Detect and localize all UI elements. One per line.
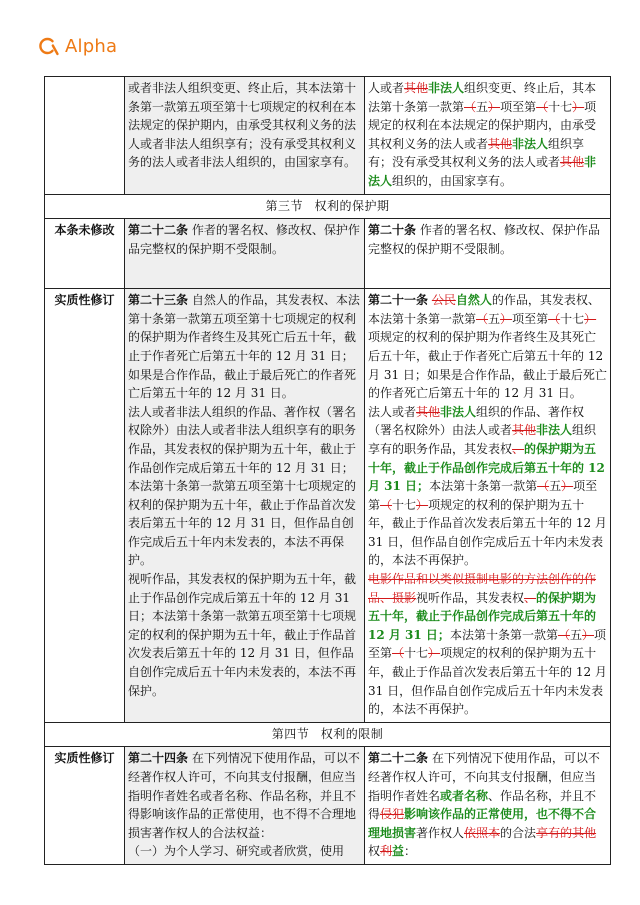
bold-text: 第二十三条 <box>128 293 189 308</box>
text-segment: 法人或者 <box>368 404 417 419</box>
inserted-text: 非法人 <box>440 404 477 419</box>
section-title: 权利的限制 <box>320 726 384 741</box>
text-segment: 在下列情况下使用作品，可以不经著作权人许可，不向其支付报酬，但应当指明作者姓名 <box>368 751 600 803</box>
deleted-text: （ <box>557 627 570 642</box>
paragraph <box>128 749 361 842</box>
paragraph <box>128 403 361 570</box>
text-segment: （一）为个人学习、研究或者欣赏，使用 <box>128 844 345 859</box>
text-segment: 五 <box>476 99 489 114</box>
text-segment: 项规定的权利的保护期为五十年，截止于作品首次发表后第五十年的 12 月 31 日，但作品自创作完成后五十年内未发表的，本法不再保护。 <box>368 497 607 568</box>
bold-text: 第二十四条 <box>128 751 189 766</box>
text-segment: 组织的作品、著作权（署名权除外）由法人或者 <box>368 404 585 438</box>
text-segment: 五 <box>549 479 562 494</box>
text-segment: 权 <box>368 844 381 859</box>
text-segment: 作者的署名权、修改权、保护作品完整权的保护期不受限制。 <box>128 223 360 256</box>
bold-text: 第二十一条 <box>368 293 429 308</box>
deleted-text: （ <box>537 479 550 494</box>
comparison-table <box>44 76 611 865</box>
text-segment: 本法第十条第一款第 <box>429 479 538 494</box>
deleted-text: 其他 <box>488 136 513 151</box>
alpha-logo-icon <box>38 35 60 57</box>
paragraph <box>368 749 607 861</box>
text-segment: 在下列情况下使用作品，可以不经著作权人许可，不向其支付报酬，但应当指明作者姓名或者名称、作品名称，并且不得影响该作品的正常使用，也不得不合理地损害著作权人的合法权益： <box>128 751 360 840</box>
text-segment: 项规定的权利在本法规定的保护期内，由承受其权利义务的法人或者 <box>368 99 597 151</box>
deleted-text: ） <box>488 99 501 114</box>
inserted-text: 非法人 <box>368 155 597 188</box>
status-label: 实质性修订 <box>45 747 125 865</box>
new-text-cell <box>365 219 611 289</box>
status-label: 本条未修改 <box>45 219 125 289</box>
page-header <box>0 0 640 60</box>
deleted-text: 其他 <box>560 155 585 170</box>
text-segment: 项至第 <box>512 311 549 326</box>
text-segment: 十七 <box>548 99 573 114</box>
deleted-text: ） <box>581 627 594 642</box>
section-row <box>45 194 611 219</box>
deleted-text: ） <box>500 311 513 326</box>
section-number: 第四节 <box>271 726 310 741</box>
text-segment: ： <box>404 844 417 859</box>
table-row <box>45 77 611 195</box>
text-segment: 自然人的作品，其发表权、本法第十条第一款第五项至第十七项规定的权利的保护期为作者终生及其死亡后五十年，截止于作者死亡后第五十年的 12 月 31 日；如果是合作作品，截止于最后死亡的作者死亡后第五十年的 12 月 31 日。 <box>128 293 360 401</box>
text-segment: 五 <box>569 627 582 642</box>
deleted-text: 公民 <box>431 293 456 308</box>
deleted-text: 其他 <box>416 404 441 419</box>
deleted-text: 其他 <box>512 423 537 438</box>
deleted-text: ） <box>428 646 441 661</box>
inserted-text: 益 <box>392 844 405 859</box>
paragraph <box>128 291 361 403</box>
deleted-text: ） <box>561 479 574 494</box>
deleted-text: ） <box>416 497 429 512</box>
bold-text: 第二十二条 <box>128 223 189 238</box>
text-segment: 组织变更、终止后，其本法第十条第一款第 <box>368 81 597 114</box>
deleted-text: （ <box>464 99 477 114</box>
deleted-text: （ <box>392 646 405 661</box>
inserted-text: 或者名称 <box>440 788 489 803</box>
inserted-text: 非法人 <box>512 136 549 151</box>
table-row <box>45 289 611 723</box>
deleted-text: （ <box>476 311 489 326</box>
deleted-text: 利 <box>380 844 393 859</box>
text-segment: 视听作品，其发表权 <box>416 590 525 605</box>
text-segment: 、作品名称，并且不得 <box>368 788 597 822</box>
paragraph <box>128 842 361 861</box>
section-number: 第三节 <box>265 198 304 213</box>
inserted-text: 的保护期为五十年，截止于作品创作完成后第五十年的 12 月 31 日； <box>368 441 605 494</box>
deleted-text: ） <box>572 99 585 114</box>
inserted-text: 自然人 <box>455 293 492 308</box>
text-segment: 十七 <box>560 311 585 326</box>
text-segment: 项至第 <box>500 99 537 114</box>
paragraph <box>368 403 607 570</box>
text-segment: 项至第 <box>368 627 607 661</box>
status-label: 实质性修订 <box>45 289 125 723</box>
label-cell <box>45 77 125 195</box>
text-segment: 的合法 <box>500 825 537 840</box>
paragraph <box>368 570 607 719</box>
inserted-text: 的保护期为五十年，截止于作品创作完成后第五十年的 12 月 31 日； <box>368 590 597 642</box>
text-segment: 项至第 <box>368 479 598 512</box>
paragraph <box>368 291 607 403</box>
brand-logo <box>38 34 117 58</box>
new-text-cell <box>365 747 611 865</box>
text-segment: 项规定的权利的保护期为作者终生及其死亡后五十年，截止于作者死亡后第五十年的 12 月 31 日；如果是合作作品，截止于最后死亡的作者死亡后第五十年的 12 月 31 日。 <box>368 330 607 401</box>
section-row <box>45 722 611 747</box>
inserted-text: 影响该作品的正常使用，也不得不合理地损害 <box>368 807 597 840</box>
deleted-text: （ <box>548 311 561 326</box>
table-row <box>45 747 611 865</box>
section-title: 权利的保护期 <box>314 198 390 213</box>
bold-text: 第二十条 <box>368 223 417 238</box>
inserted-text: 非法人 <box>536 423 573 438</box>
deleted-text: （ <box>380 497 393 512</box>
text-segment: 本法第十条第一款第 <box>449 627 558 642</box>
new-text-cell <box>365 289 611 723</box>
text-segment: 法人或者非法人组织的作品、著作权（署名权除外）由法人或者非法人组织享有的职务作品，其发表权的保护期为五十年，截止于作品创作完成后第五十年的 12 月 31 日；本法第十条第一款第五项至第十七项规定的权利的保护期为五十年，截止于作品首次发表后第五十年的 12 月 31 日，但作品自创作完成后五十年内未发表的，本法不再保护。 <box>128 404 357 568</box>
paragraph <box>128 570 361 700</box>
bold-text: 第二十二条 <box>368 751 429 766</box>
text-segment: 著作权人 <box>416 825 465 840</box>
old-text-cell <box>125 219 365 289</box>
text-segment: 视听作品，其发表权的保护期为五十年，截止于作品创作完成后第五十年的 12 月 31 日；本法第十条第一款第五项至第十七项规定的权利的保护期为五十年，截止于作品首次发表后第五十年的 12 月 31 日，但作品自创作完成后五十年内未发表的，本法不再保护。 <box>128 572 357 698</box>
text-segment: 五 <box>488 311 501 326</box>
old-text-cell: 或者非法人组织变更、终止后，其本法第十条第一款第五项至第十七项规定的权利在本法规定的保护期内，由承受其权利义务的法人或者非法人组织享有；没有承受其权利义务的法人或者非法人组织的，由国家享有。 <box>125 77 365 195</box>
text-segment: 作者的署名权、修改权、保护作品完整权的保护期不受限制。 <box>368 223 600 256</box>
deleted-text: ） <box>584 311 597 326</box>
deleted-text: 侵犯 <box>380 807 405 822</box>
text-segment: 十七 <box>404 646 429 661</box>
text-segment: 的作品，其发表权、本法第十条第一款第 <box>368 293 600 326</box>
table-row <box>45 219 611 289</box>
text-segment: 组织享有的职务作品，其发表权 <box>368 423 597 456</box>
deleted-text: 、 <box>524 590 537 605</box>
deleted-text: 、 <box>512 441 525 456</box>
inserted-text: 非法人 <box>428 81 465 95</box>
text-segment: 组织的，由国家享有。 <box>392 173 513 188</box>
text-segment: 项规定的权利的保护期为五十年，截止于作品首次发表后第五十年的 12 月 31 日，但作品自创作完成后五十年内未发表的，本法不再保护。 <box>368 646 607 717</box>
old-text-cell <box>125 747 365 865</box>
old-text-cell <box>125 289 365 723</box>
deleted-text: 享有的其他 <box>536 825 597 840</box>
deleted-text: 电影作品和以类似摄制电影的方法创作的作品、摄影 <box>368 572 597 605</box>
brand-name: Alpha <box>65 35 118 57</box>
text-segment: 十七 <box>392 497 417 512</box>
text-segment: 人或者 <box>368 81 405 95</box>
section-heading <box>45 722 611 747</box>
deleted-text: （ <box>536 99 549 114</box>
deleted-text: 依照本 <box>464 825 501 840</box>
section-heading <box>45 194 611 219</box>
deleted-text: 其他 <box>404 81 429 95</box>
new-text-cell <box>365 77 611 195</box>
text-segment: 组织享有；没有承受其权利义务的法人或者 <box>368 136 585 170</box>
